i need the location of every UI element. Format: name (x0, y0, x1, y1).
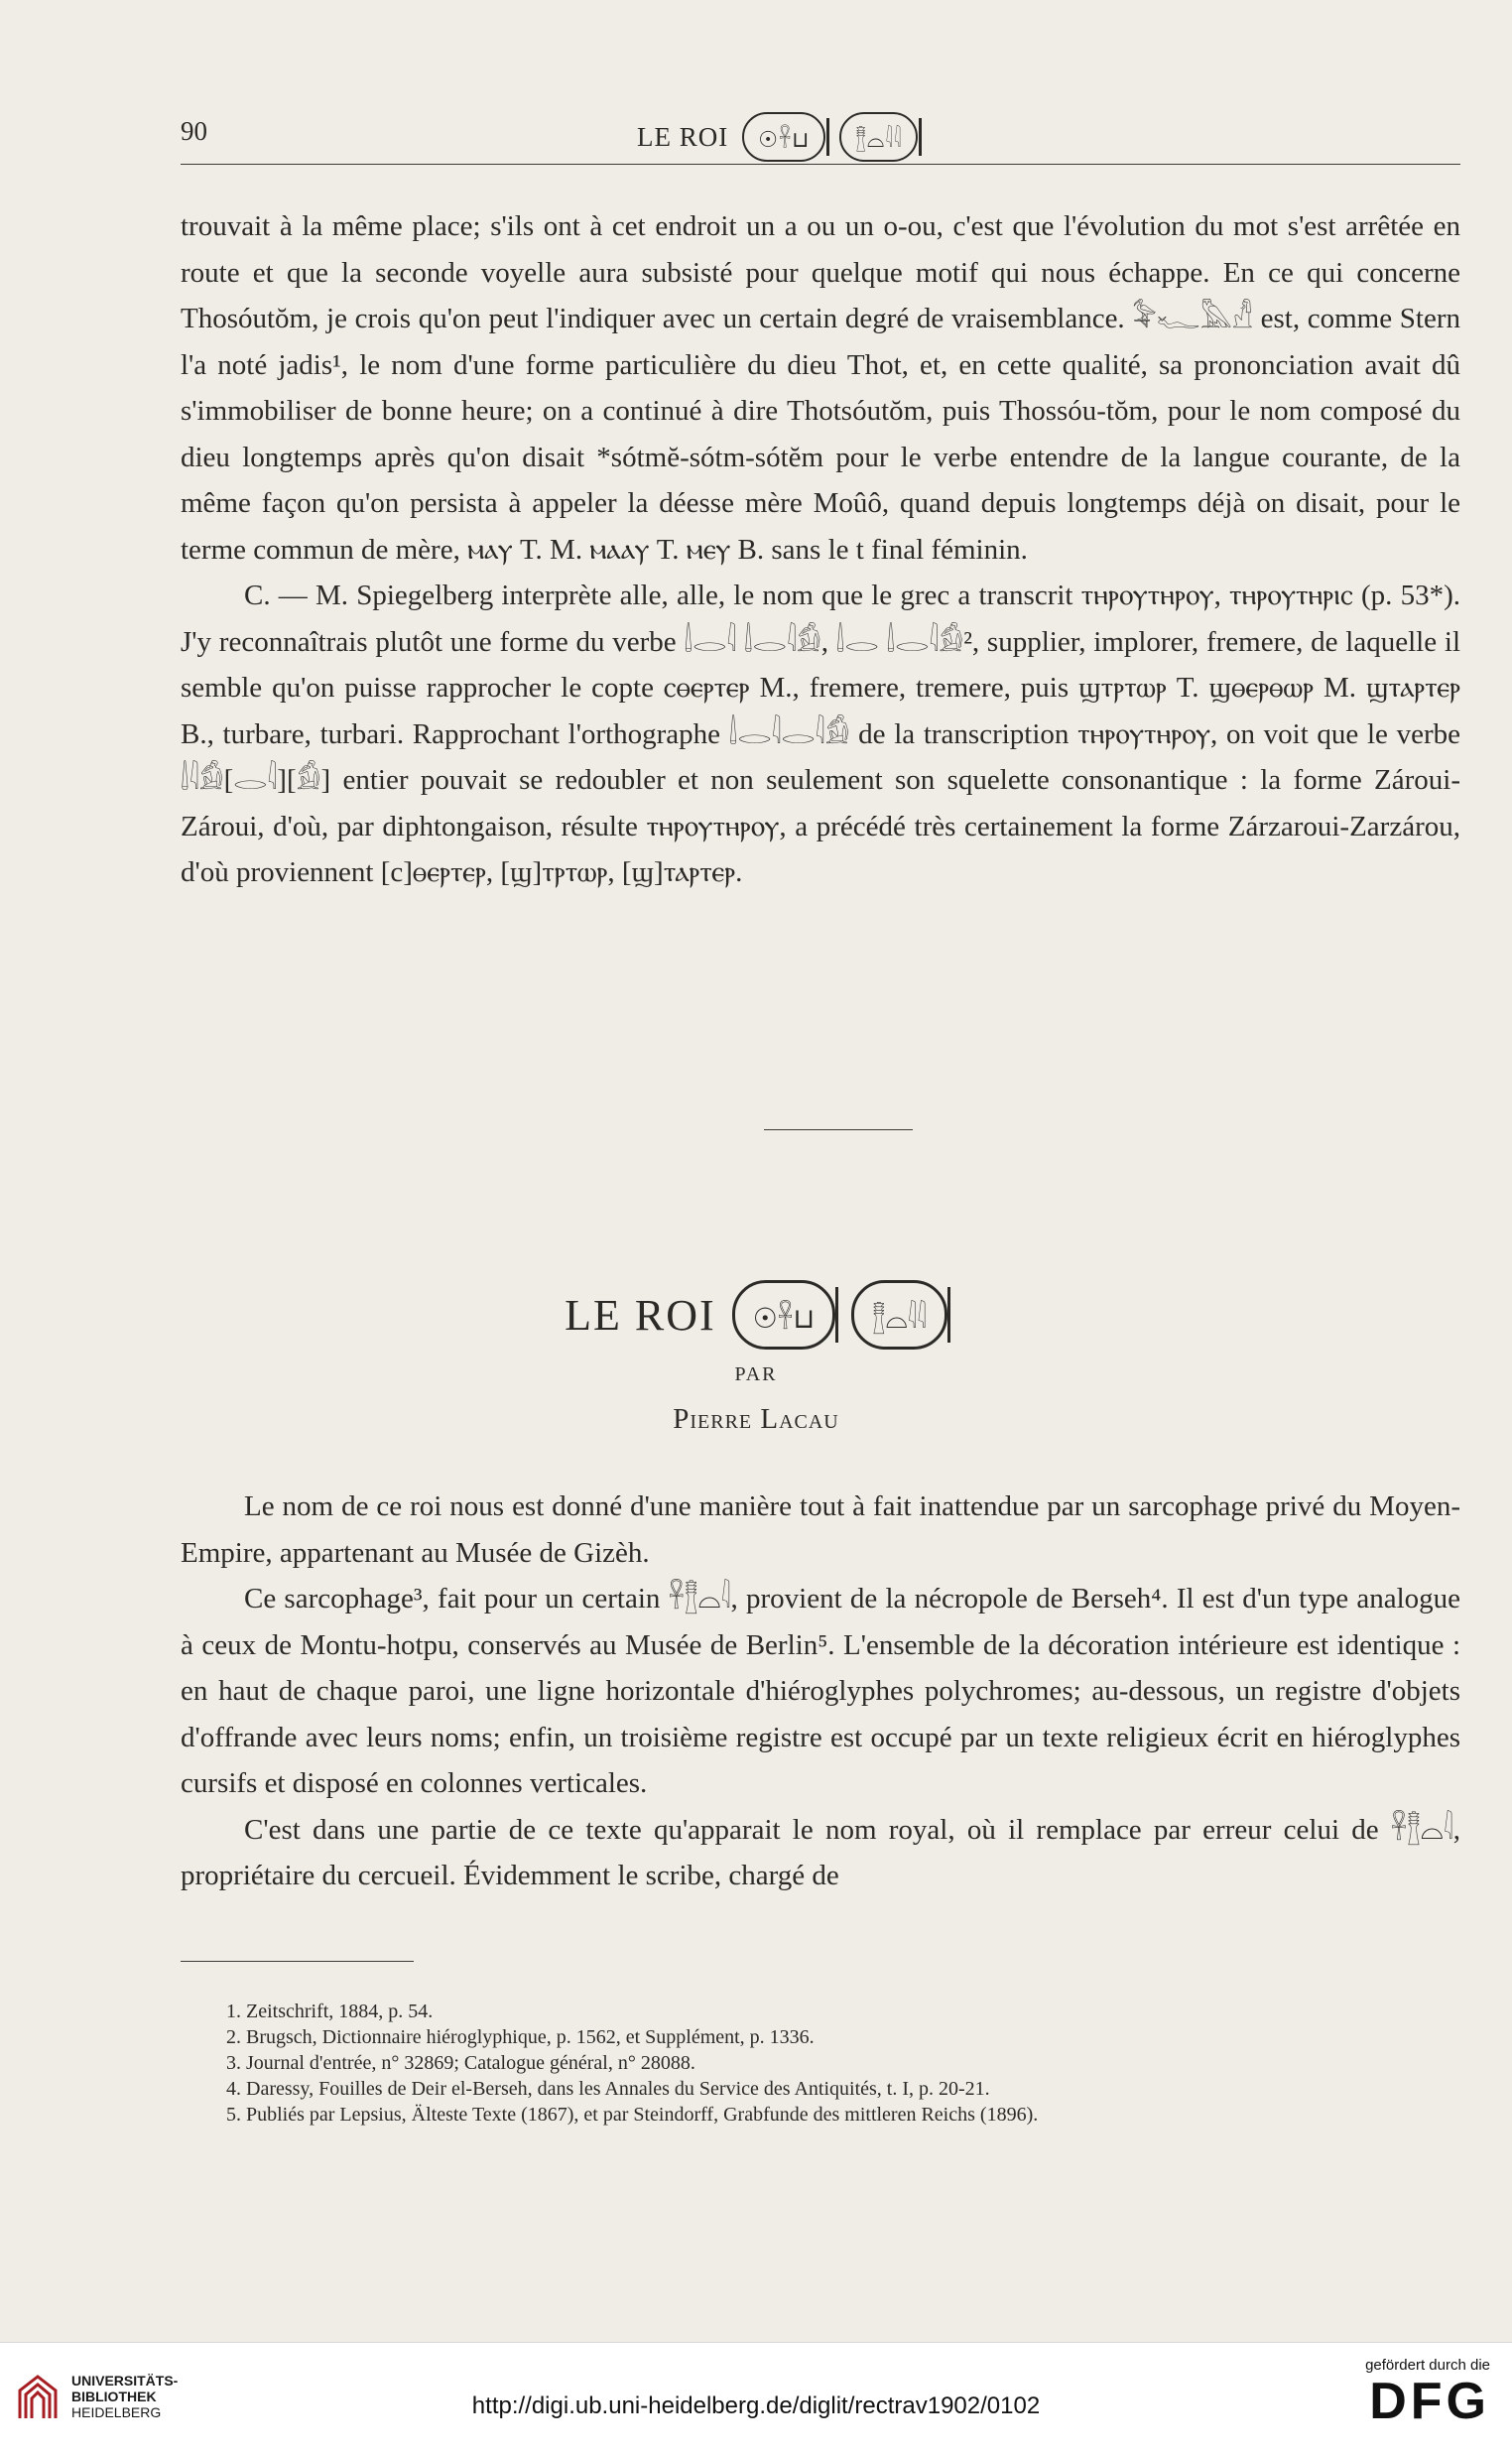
header-rule (181, 164, 1460, 165)
running-title (637, 112, 918, 162)
article-title-text: LE ROI (565, 1290, 716, 1340)
university-name-line: BIBLIOTHEK (71, 2389, 157, 2404)
footnote-rule (181, 1961, 414, 1962)
paragraph: C'est dans une partie de ce texte qu'apparait le nom royal, où il remplace par erreur celui de 𓋹𓊽⌓𓇋, propriétaire du cercueil. Évidemment le scribe, chargé de (181, 1813, 1460, 1891)
paragraph: trouvait à la même place; s'ils ont à cet endroit un a ou un o-ou, c'est que l'évolution du mot s'est arrêtée en route et que la seconde voyelle aura subsisté pour quelque motif qui nous échappe. En ce qui concerne Thosóutŏm, je crois qu'on peut l'indiquer avec un certain degré de vraisemblance. 𓅝𓆑𓅓𓀭 est, comme Stern l'a noté jadis¹, le nom d'une forme particulière du dieu Thot, et, en cette qualité, sa prononciation avait dû s'immobiliser de bonne heure; on a continué à dire Thotsóutŏm, puis Thossóu-tŏm, pour le nom composé du dieu longtemps après qu'on disait *sótmĕ-sótm-sótĕm pour le verbe entendre de la langue courante, de la même façon qu'on persista à appeler la déesse mère Moûô, quand depuis longtemps déjà on disait, pour le terme commun de mère, ⲙⲁⲩ T. M. ⲙⲁⲁⲩ T. ⲙⲉⲩ B. sans le t final féminin. (181, 210, 1460, 566)
sponsor (1365, 2357, 1490, 2429)
paragraph-c: C. — M. Spiegelberg interprète alle, alle, le nom que le grec a transcrit ⲧⲏⲣⲟⲩⲧⲏⲣⲟⲩ, ⲧⲏⲣⲟⲩⲧⲏⲣⲓⲥ (p. 53*). J'y reconnaîtrais plutôt une forme du verbe 𓌃𓂋𓇋 𓌃𓂋𓇋𓀁, 𓌃𓂋 𓌃𓂋𓇋𓀁², supplier, implorer, fremere, de laquelle il semble qu'on puisse rapprocher le copte ⲥⲑⲉⲣⲧⲉⲣ M., fremere, tremere, puis ϣⲧⲣⲧⲱⲣ T. ϣⲑⲉⲣⲑⲱⲣ M. ϣⲧⲁⲣⲧⲉⲣ B., turbare, turbari. Rapprochant l'orthographe 𓌃𓂋𓇋𓂋𓇋𓀁 de la transcription ⲧⲏⲣⲟⲩⲧⲏⲣⲟⲩ, on voit que le verbe 𓌃𓇋𓀁[𓂋𓇋][𓀁] entier pouvait se redoubler et non seulement son squelette consonantique : la forme Zároui-Zároui, d'où, par diphtongaison, résulte ⲧⲏⲣⲟⲩⲧⲏⲣⲟⲩ, a précédé très certainement la forme Zárzaroui-Zarzárou, d'où proviennent [c]ⲑⲉⲣⲧⲉⲣ, [ϣ]ⲧⲣⲧⲱⲣ, [ϣ]ⲧⲁⲣⲧⲉⲣ. (181, 580, 1460, 888)
footnotes (226, 1999, 1456, 2128)
permalink-url[interactable]: http://digi.ub.uni-heidelberg.de/diglit/rectrav1902/0102 (471, 2392, 1041, 2419)
footnote: 1. Zeitschrift, 1884, p. 54. (226, 2001, 434, 2022)
article-body (181, 1484, 1460, 1899)
sponsor-label: gefördert durch die (1365, 2357, 1490, 2374)
title-cartouche-birth-name: 𓊽⌓𓇋𓇋 (851, 1280, 947, 1350)
page-number: 90 (181, 116, 207, 146)
digitization-footer (0, 2342, 1512, 2454)
author-name: Pierre Lacau (673, 1403, 839, 1435)
section-continuation (181, 203, 1460, 896)
article-title (0, 1280, 1512, 1350)
running-title-text: LE ROI (637, 121, 729, 152)
dfg-logo: DFG (1369, 2373, 1490, 2430)
running-head (181, 104, 1460, 164)
footnote: 2. Brugsch, Dictionnaire hiéroglyphique, p. 1562, et Supplément, p. 1336. (226, 2026, 815, 2048)
footnote: 4. Daressy, Fouilles de Deir el-Berseh, dans les Annales du Service des Antiquités, t. I, p. 20-21. (226, 2078, 990, 2100)
cartouche-birth-name: 𓊽⌓𓇋𓇋 (839, 112, 918, 162)
cartouche-sun-name: ☉𓋹⊔ (742, 112, 825, 162)
byline-par: PAR (734, 1363, 778, 1385)
university-name-line: UNIVERSITÄTS- (71, 2373, 179, 2389)
footnote: 5. Publiés par Lepsius, Älteste Texte (1867), et par Steindorff, Grabfunde des mittleren Reichs (1896). (226, 2104, 1039, 2126)
title-cartouche-sun-name: ☉𓋹⊔ (732, 1280, 836, 1350)
footnote: 3. Journal d'entrée, n° 32869; Catalogue général, n° 28088. (226, 2052, 695, 2074)
section-divider (764, 1129, 913, 1130)
paragraph: Ce sarcophage³, fait pour un certain 𓋹𓊽⌓𓇋, provient de la nécropole de Berseh⁴. Il est d'un type analogue à ceux de Montu-hotpu, conservés au Musée de Berlin⁵. L'ensemble de la décoration intérieure est identique : en haut de chaque paroi, une ligne horizontale d'hiéroglyphes polychromes; au-dessous, un registre d'objets d'offrande avec leurs noms; enfin, un troisième registre est occupé par un texte religieux écrit en hiéroglyphes cursifs et disposé en colonnes verticales. (181, 1583, 1460, 1799)
university-name-line: HEIDELBERG (71, 2404, 162, 2420)
paragraph: Le nom de ce roi nous est donné d'une manière tout à fait inattendue par un sarcophage privé du Moyen-Empire, appartenant au Musée de Gizèh. (181, 1490, 1460, 1569)
